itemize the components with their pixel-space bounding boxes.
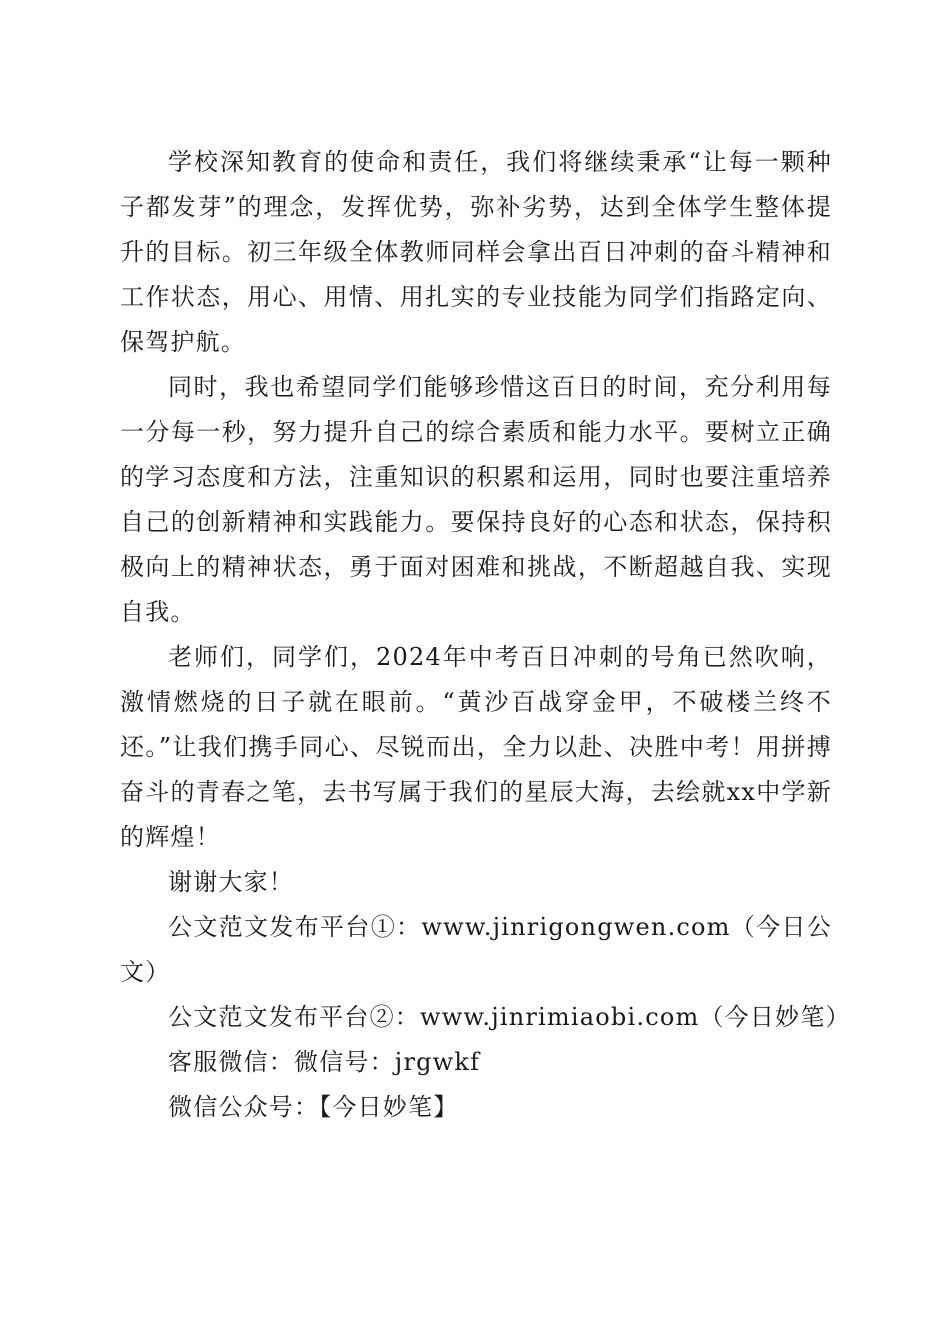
service-wechat-line: 客服微信：微信号：jrgwkf xyxy=(168,1048,481,1076)
official-account-line: 微信公众号：【今日妙笔】 xyxy=(168,1093,459,1121)
paragraph-hope: 同时，我也希望同学们能够珍惜这百日的时间，充分利用每一分每一秒，努力提升自己的综合素质和能力水平。要树立正确的学习态度和方法，注重知识的积累和运用，同时也要注重培养自己的创新精神和实践能力。要保持良好的心态和状态，保持积极向上的精神状态，勇于面对困难和挑战，不断超越自我、实现自我。 xyxy=(120,373,832,626)
thanks-line: 谢谢大家！ xyxy=(168,868,294,896)
paragraph-call-to-action: 老师们，同学们，2024年中考百日冲刺的号角已然吹响，激情燃烧的日子就在眼前。“黄沙百战穿金甲，不破楼兰终不还。”让我们携手同心、尽锐而出，全力以赴、决胜中考！用拼搏奋斗的青春之笔，去书写属于我们的星辰大海，去绘就xx中学新的辉煌！ xyxy=(120,643,832,851)
platform-line-1: 公文范文发布平台①：www.jinrigongwen.com（今日公文） xyxy=(120,913,832,986)
platform-line-2: 公文范文发布平台②：www.jinrimiaobi.com（今日妙笔） xyxy=(168,1003,851,1031)
paragraph-mission: 学校深知教育的使命和责任，我们将继续秉承“让每一颗种子都发芽”的理念，发挥优势，弥补劣势，达到全体学生整体提升的目标。初三年级全体教师同样会拿出百日冲刺的奋斗精神和工作状态，用心、用情、用扎实的专业技能为同学们指路定向、保驾护航。 xyxy=(120,148,832,356)
document-body xyxy=(120,140,851,1130)
